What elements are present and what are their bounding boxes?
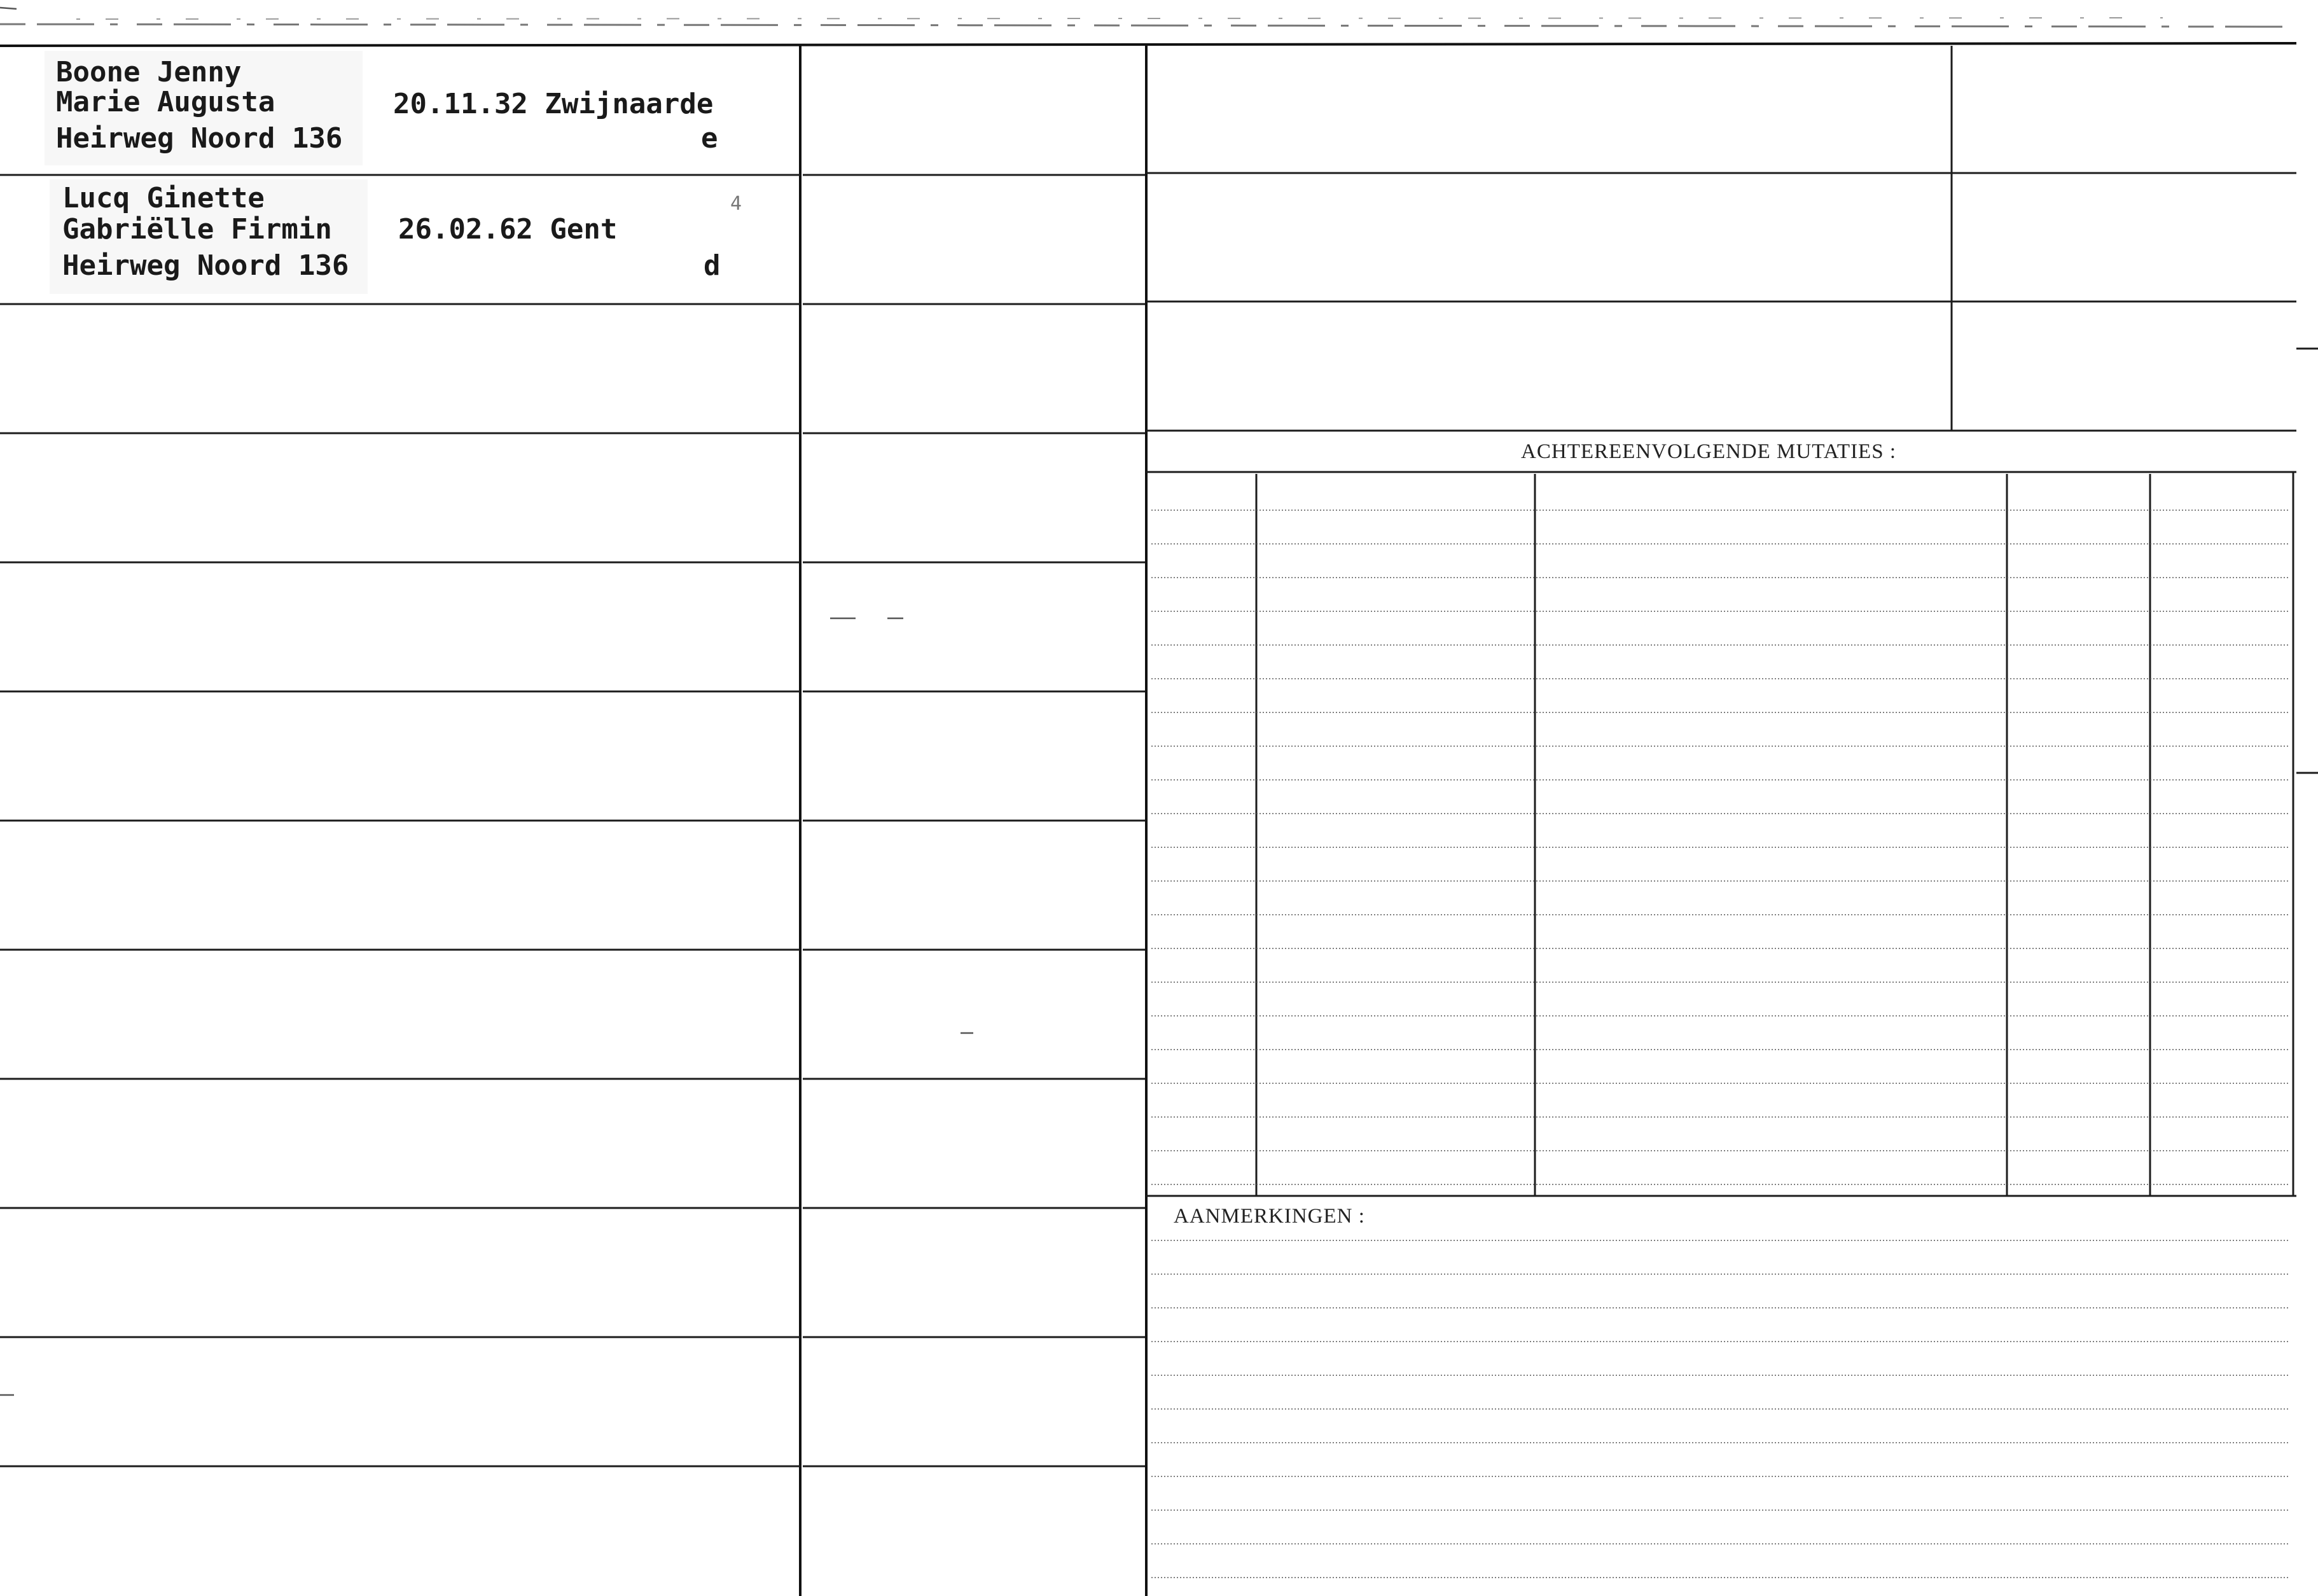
top-edge-noise bbox=[0, 18, 2290, 27]
entry-2-given-names: Gabriëlle Firmin bbox=[62, 213, 332, 246]
entry-2-corner-mark: 4 bbox=[730, 193, 742, 215]
register-rows bbox=[0, 175, 1145, 1466]
entry-1 bbox=[45, 51, 718, 165]
entry-1-given-names: Marie Augusta bbox=[56, 86, 275, 118]
entry-1-surname: Boone Jenny bbox=[56, 56, 242, 88]
top-border bbox=[0, 43, 2296, 46]
aanmerkingen-lines bbox=[1151, 1240, 2290, 1578]
entry-2-address: Heirweg Noord 136 bbox=[62, 249, 349, 282]
entry-1-address: Heirweg Noord 136 bbox=[56, 122, 343, 155]
entry-2-birth: 26.02.62 Gent bbox=[398, 213, 618, 246]
entry-2-surname: Lucq Ginette bbox=[62, 182, 265, 214]
aanmerkingen-header: AANMERKINGEN : bbox=[1174, 1205, 1365, 1228]
entry-1-birth: 20.11.32 Zwijnaarde bbox=[393, 88, 714, 120]
entry-2 bbox=[50, 179, 742, 294]
entry-1-mark: e bbox=[701, 122, 718, 155]
entry-2-mark: d bbox=[704, 249, 721, 282]
mutaties-table bbox=[1146, 472, 2296, 1196]
mutaties-header: ACHTEREENVOLGENDE MUTATIES : bbox=[1521, 440, 1896, 463]
